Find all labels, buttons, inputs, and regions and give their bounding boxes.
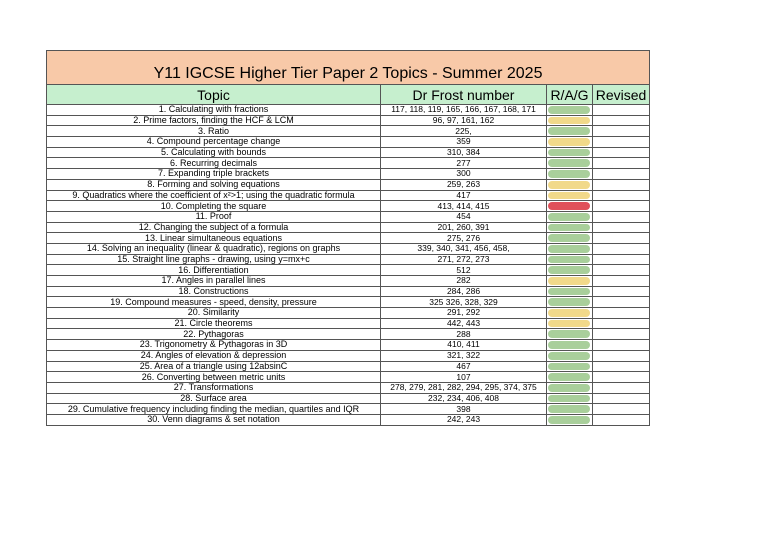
rag-cell[interactable] (547, 201, 593, 212)
header-rag: R/A/G (547, 85, 593, 105)
rag-cell[interactable] (547, 372, 593, 383)
rag-cell[interactable] (547, 308, 593, 319)
rag-cell[interactable] (547, 137, 593, 148)
table-row (47, 340, 650, 351)
topic-cell: 24. Angles of elevation & depression (47, 350, 381, 361)
rag-highlight-amber (548, 320, 590, 328)
rag-highlight-green (548, 127, 590, 135)
table-row (47, 318, 650, 329)
rag-highlight-green (548, 405, 590, 413)
rag-highlight-green (548, 256, 590, 264)
frost-number-cell: 282 (381, 276, 547, 287)
table-row (47, 233, 650, 244)
frost-number-cell: 310, 384 (381, 147, 547, 158)
frost-number-cell: 96, 97, 161, 162 (381, 115, 547, 126)
revised-cell[interactable] (593, 105, 650, 116)
topic-cell: 9. Quadratics where the coefficient of x²>1; using the quadratic formula (47, 190, 381, 201)
topic-cell: 10. Completing the square (47, 201, 381, 212)
frost-number-cell: 413, 414, 415 (381, 201, 547, 212)
rag-cell[interactable] (547, 393, 593, 404)
table-row (47, 137, 650, 148)
frost-number-cell: 410, 411 (381, 340, 547, 351)
topics-sheet (46, 50, 649, 426)
topic-cell: 1. Calculating with fractions (47, 105, 381, 116)
rag-highlight-green (548, 288, 590, 296)
table-row (47, 179, 650, 190)
rag-cell[interactable] (547, 276, 593, 287)
frost-number-cell: 117, 118, 119, 165, 166, 167, 168, 171 (381, 105, 547, 116)
table-row (47, 201, 650, 212)
table-row (47, 414, 650, 425)
topic-cell: 30. Venn diagrams & set notation (47, 414, 381, 425)
rag-cell[interactable] (547, 297, 593, 308)
rag-cell[interactable] (547, 147, 593, 158)
topic-cell: 25. Area of a triangle using 12absinC (47, 361, 381, 372)
table-row (47, 243, 650, 254)
frost-number-cell: 398 (381, 404, 547, 415)
rag-cell[interactable] (547, 382, 593, 393)
frost-number-cell: 284, 286 (381, 286, 547, 297)
revised-cell[interactable] (593, 190, 650, 201)
frost-number-cell: 325 326, 328, 329 (381, 297, 547, 308)
revised-cell[interactable] (593, 233, 650, 244)
topic-cell: 3. Ratio (47, 126, 381, 137)
topic-cell: 14. Solving an inequality (linear & quadratic), regions on graphs (47, 243, 381, 254)
frost-number-cell: 454 (381, 211, 547, 222)
table-row (47, 147, 650, 158)
rag-highlight-amber (548, 181, 590, 189)
rag-highlight-green (548, 234, 590, 242)
rag-highlight-green (548, 352, 590, 360)
rag-cell[interactable] (547, 179, 593, 190)
frost-number-cell: 278, 279, 281, 282, 294, 295, 374, 375 (381, 382, 547, 393)
revised-cell[interactable] (593, 211, 650, 222)
table-row (47, 361, 650, 372)
rag-cell[interactable] (547, 254, 593, 265)
frost-number-cell: 467 (381, 361, 547, 372)
rag-cell[interactable] (547, 265, 593, 276)
revised-cell[interactable] (593, 201, 650, 212)
revised-cell[interactable] (593, 222, 650, 233)
rag-highlight-green (548, 106, 590, 114)
table-row (47, 169, 650, 180)
frost-number-cell: 339, 340, 341, 456, 458, (381, 243, 547, 254)
frost-number-cell: 300 (381, 169, 547, 180)
rag-cell[interactable] (547, 329, 593, 340)
rag-highlight-amber (548, 277, 590, 285)
table-row (47, 297, 650, 308)
revised-cell[interactable] (593, 361, 650, 372)
topics-body (47, 105, 650, 426)
revised-cell[interactable] (593, 169, 650, 180)
table-row (47, 286, 650, 297)
rag-highlight-amber (548, 309, 590, 317)
table-row (47, 126, 650, 137)
rag-highlight-green (548, 298, 590, 306)
frost-number-cell: 321, 322 (381, 350, 547, 361)
rag-highlight-green (548, 149, 590, 157)
table-row (47, 350, 650, 361)
frost-number-cell: 201, 260, 391 (381, 222, 547, 233)
revised-cell[interactable] (593, 297, 650, 308)
revised-cell[interactable] (593, 158, 650, 169)
revised-cell[interactable] (593, 350, 650, 361)
revised-cell[interactable] (593, 137, 650, 148)
table-row (47, 372, 650, 383)
rag-highlight-green (548, 159, 590, 167)
rag-highlight-amber (548, 117, 590, 125)
rag-cell[interactable] (547, 126, 593, 137)
revised-cell[interactable] (593, 126, 650, 137)
frost-number-cell: 259, 263 (381, 179, 547, 190)
rag-highlight-green (548, 213, 590, 221)
table-row (47, 404, 650, 415)
revised-cell[interactable] (593, 243, 650, 254)
table-row (47, 211, 650, 222)
topic-cell: 5. Calculating with bounds (47, 147, 381, 158)
table-row (47, 158, 650, 169)
rag-highlight-green (548, 395, 590, 403)
table-row (47, 393, 650, 404)
rag-cell[interactable] (547, 243, 593, 254)
rag-highlight-amber (548, 138, 590, 146)
rag-cell[interactable] (547, 190, 593, 201)
topic-cell: 19. Compound measures - speed, density, pressure (47, 297, 381, 308)
table-row (47, 329, 650, 340)
topics-table (46, 50, 650, 426)
revised-cell[interactable] (593, 329, 650, 340)
rag-highlight-green (548, 170, 590, 178)
topic-cell: 27. Transformations (47, 382, 381, 393)
rag-cell[interactable] (547, 158, 593, 169)
frost-number-cell: 275, 276 (381, 233, 547, 244)
topic-cell: 26. Converting between metric units (47, 372, 381, 383)
rag-cell[interactable] (547, 286, 593, 297)
revised-cell[interactable] (593, 276, 650, 287)
frost-number-cell: 288 (381, 329, 547, 340)
frost-number-cell: 242, 243 (381, 414, 547, 425)
revised-cell[interactable] (593, 318, 650, 329)
table-row (47, 115, 650, 126)
topic-cell: 28. Surface area (47, 393, 381, 404)
revised-cell[interactable] (593, 372, 650, 383)
revised-cell[interactable] (593, 340, 650, 351)
frost-number-cell: 232, 234, 406, 408 (381, 393, 547, 404)
frost-number-cell: 359 (381, 137, 547, 148)
topic-cell: 23. Trigonometry & Pythagoras in 3D (47, 340, 381, 351)
rag-cell[interactable] (547, 361, 593, 372)
frost-number-cell: 291, 292 (381, 308, 547, 319)
rag-cell[interactable] (547, 350, 593, 361)
rag-highlight-red (548, 202, 590, 210)
rag-highlight-green (548, 373, 590, 381)
table-row (47, 105, 650, 116)
topic-cell: 17. Angles in parallel lines (47, 276, 381, 287)
revised-cell[interactable] (593, 404, 650, 415)
rag-cell[interactable] (547, 211, 593, 222)
revised-cell[interactable] (593, 382, 650, 393)
topic-cell: 11. Proof (47, 211, 381, 222)
rag-highlight-green (548, 384, 590, 392)
revised-cell[interactable] (593, 286, 650, 297)
rag-cell[interactable] (547, 105, 593, 116)
frost-number-cell: 107 (381, 372, 547, 383)
header-frost-number: Dr Frost number (381, 85, 547, 105)
topic-cell: 4. Compound percentage change (47, 137, 381, 148)
topic-cell: 16. Differentiation (47, 265, 381, 276)
rag-cell[interactable] (547, 318, 593, 329)
rag-highlight-green (548, 416, 590, 424)
rag-cell[interactable] (547, 115, 593, 126)
frost-number-cell: 442, 443 (381, 318, 547, 329)
table-row (47, 222, 650, 233)
topic-cell: 12. Changing the subject of a formula (47, 222, 381, 233)
table-row (47, 276, 650, 287)
topic-cell: 13. Linear simultaneous equations (47, 233, 381, 244)
sheet-title: Y11 IGCSE Higher Tier Paper 2 Topics - Summer 2025 (47, 51, 650, 85)
frost-number-cell: 417 (381, 190, 547, 201)
table-row (47, 308, 650, 319)
frost-number-cell: 271, 272, 273 (381, 254, 547, 265)
revised-cell[interactable] (593, 115, 650, 126)
topic-cell: 6. Recurring decimals (47, 158, 381, 169)
rag-highlight-amber (548, 192, 590, 200)
revised-cell[interactable] (593, 393, 650, 404)
revised-cell[interactable] (593, 265, 650, 276)
revised-cell[interactable] (593, 308, 650, 319)
rag-highlight-green (548, 363, 590, 371)
rag-cell[interactable] (547, 169, 593, 180)
topic-cell: 7. Expanding triple brackets (47, 169, 381, 180)
header-topic: Topic (47, 85, 381, 105)
header-row (47, 85, 650, 105)
table-row (47, 190, 650, 201)
topic-cell: 18. Constructions (47, 286, 381, 297)
frost-number-cell: 225, (381, 126, 547, 137)
table-row (47, 265, 650, 276)
rag-cell[interactable] (547, 340, 593, 351)
topic-cell: 2. Prime factors, finding the HCF & LCM (47, 115, 381, 126)
rag-cell[interactable] (547, 233, 593, 244)
revised-cell[interactable] (593, 254, 650, 265)
topic-cell: 20. Similarity (47, 308, 381, 319)
rag-highlight-green (548, 245, 590, 253)
table-row (47, 254, 650, 265)
rag-highlight-green (548, 341, 590, 349)
rag-cell[interactable] (547, 404, 593, 415)
topic-cell: 8. Forming and solving equations (47, 179, 381, 190)
rag-highlight-green (548, 266, 590, 274)
rag-highlight-green (548, 224, 590, 232)
frost-number-cell: 512 (381, 265, 547, 276)
revised-cell[interactable] (593, 179, 650, 190)
rag-cell[interactable] (547, 414, 593, 425)
revised-cell[interactable] (593, 414, 650, 425)
topic-cell: 15. Straight line graphs - drawing, using y=mx+c (47, 254, 381, 265)
rag-highlight-green (548, 330, 590, 338)
topic-cell: 22. Pythagoras (47, 329, 381, 340)
revised-cell[interactable] (593, 147, 650, 158)
topic-cell: 29. Cumulative frequency including finding the median, quartiles and IQR (47, 404, 381, 415)
rag-cell[interactable] (547, 222, 593, 233)
table-row (47, 382, 650, 393)
frost-number-cell: 277 (381, 158, 547, 169)
topic-cell: 21. Circle theorems (47, 318, 381, 329)
header-revised: Revised (593, 85, 650, 105)
